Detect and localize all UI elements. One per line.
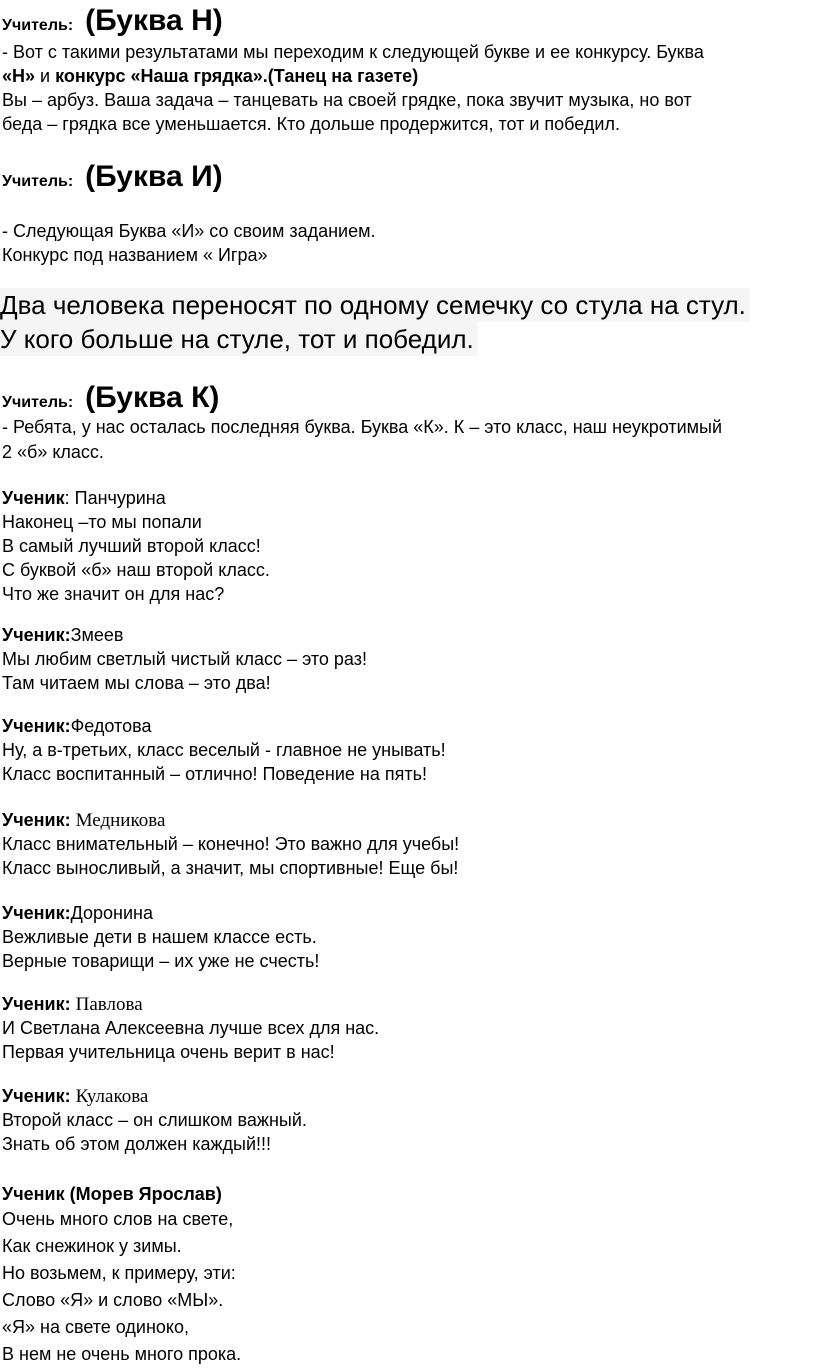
pupil-label bbox=[2, 1085, 148, 1108]
separator: : bbox=[64, 488, 75, 508]
verse-line: В самый лучший второй класс! bbox=[2, 536, 261, 556]
pupil-role: Ученик: bbox=[2, 1086, 71, 1106]
verse-line: Знать об этом должен каждый!!! bbox=[2, 1134, 272, 1154]
pupil-name: Павлова bbox=[75, 994, 143, 1015]
pupil-role: Ученик: bbox=[2, 810, 71, 830]
teacher-heading-i bbox=[2, 160, 223, 199]
contest-description: Два человека переносят по одному семечку со стула на стул. bbox=[0, 288, 750, 322]
section-heading: (Буква К) bbox=[85, 381, 220, 414]
pupil-name: Доронина bbox=[70, 903, 153, 923]
verse-line: Ну, а в-третьих, класс веселый - главное не унывать! bbox=[2, 740, 446, 760]
pupil-name: Панчурина bbox=[74, 488, 166, 508]
pupil-label bbox=[2, 487, 166, 509]
pupil-role: Ученик: bbox=[2, 994, 71, 1014]
paragraph-line: Вы – арбуз. Ваша задача – танцевать на своей грядке, пока звучит музыка, но вот bbox=[2, 90, 692, 110]
verse-line: Очень много слов на свете, bbox=[2, 1209, 234, 1229]
verse-line: Класс внимательный – конечно! Это важно для учебы! bbox=[2, 834, 460, 854]
pupil-name: Змеев bbox=[70, 625, 124, 645]
verse-line: «Я» на свете одиноко, bbox=[2, 1317, 190, 1337]
verse-line: Что же значит он для нас? bbox=[2, 584, 225, 604]
pupil-name: Медникова bbox=[75, 810, 166, 831]
verse-line: Класс воспитанный – отлично! Поведение на пять! bbox=[2, 764, 427, 784]
paragraph-line: - Вот с такими результатами мы переходим к следующей букве и ее конкурсу. Буква bbox=[2, 42, 704, 62]
pupil-name: Кулакова bbox=[75, 1086, 149, 1107]
teacher-label: Учитель: bbox=[2, 394, 74, 411]
pupil-role: Ученик bbox=[2, 488, 65, 508]
verse-line: Первая учительница очень верит в нас! bbox=[2, 1042, 335, 1062]
pupil-role: Ученик: bbox=[2, 716, 71, 736]
section-heading: (Буква И) bbox=[85, 160, 223, 193]
section-heading: (Буква Н) bbox=[85, 4, 223, 37]
pupil-label bbox=[2, 715, 151, 737]
teacher-label: Учитель: bbox=[2, 173, 74, 190]
teacher-heading-n bbox=[2, 4, 223, 43]
pupil-label: Ученик (Морев Ярослав) bbox=[2, 1184, 222, 1204]
contest-title: конкурс «Наша грядка».(Танец на газете) bbox=[55, 66, 419, 86]
verse-line: В нем не очень много прока. bbox=[2, 1344, 242, 1364]
paragraph-line: - Ребята, у нас осталась последняя буква. Буква «К». К – это класс, наш неукротимый bbox=[2, 417, 723, 437]
pupil-role: Ученик: bbox=[2, 903, 71, 923]
plain-text: и bbox=[35, 66, 56, 86]
verse-line: Мы любим светлый чистый класс – это раз! bbox=[2, 649, 367, 669]
verse-line: Слово «Я» и слово «МЫ». bbox=[2, 1290, 224, 1310]
verse-line: Класс выносливый, а значит, мы спортивные! Еще бы! bbox=[2, 858, 459, 878]
pupil-role: Ученик: bbox=[2, 625, 71, 645]
paragraph-line: - Следующая Буква «И» со своим заданием. bbox=[2, 221, 376, 241]
paragraph-line bbox=[2, 65, 418, 87]
pupil-label bbox=[2, 902, 153, 924]
teacher-heading-k bbox=[2, 381, 219, 420]
pupil-label bbox=[2, 809, 165, 832]
verse-line: Второй класс – он слишком важный. bbox=[2, 1110, 307, 1130]
contest-description: У кого больше на стуле, тот и победил. bbox=[0, 322, 478, 356]
verse-line: Там читаем мы слова – это два! bbox=[2, 673, 271, 693]
verse-line: Вежливые дети в нашем классе есть. bbox=[2, 927, 317, 947]
paragraph-line: Конкурс под названием « Игра» bbox=[2, 245, 268, 265]
paragraph-line: 2 «б» класс. bbox=[2, 442, 104, 462]
verse-line: Верные товарищи – их уже не счесть! bbox=[2, 951, 320, 971]
paragraph-line: беда – грядка все уменьшается. Кто дольше продержится, тот и победил. bbox=[2, 114, 620, 134]
verse-line: С буквой «б» наш второй класс. bbox=[2, 560, 270, 580]
verse-line: И Светлана Алексеевна лучше всех для нас. bbox=[2, 1018, 380, 1038]
bold-text: «Н» bbox=[2, 66, 36, 86]
teacher-label: Учитель: bbox=[2, 17, 74, 34]
verse-line: Как снежинок у зимы. bbox=[2, 1236, 182, 1256]
pupil-name: Федотова bbox=[70, 716, 152, 736]
verse-line: Наконец –то мы попали bbox=[2, 512, 202, 532]
verse-line: Но возьмем, к примеру, эти: bbox=[2, 1263, 236, 1283]
pupil-label bbox=[2, 624, 123, 646]
pupil-label bbox=[2, 993, 143, 1016]
